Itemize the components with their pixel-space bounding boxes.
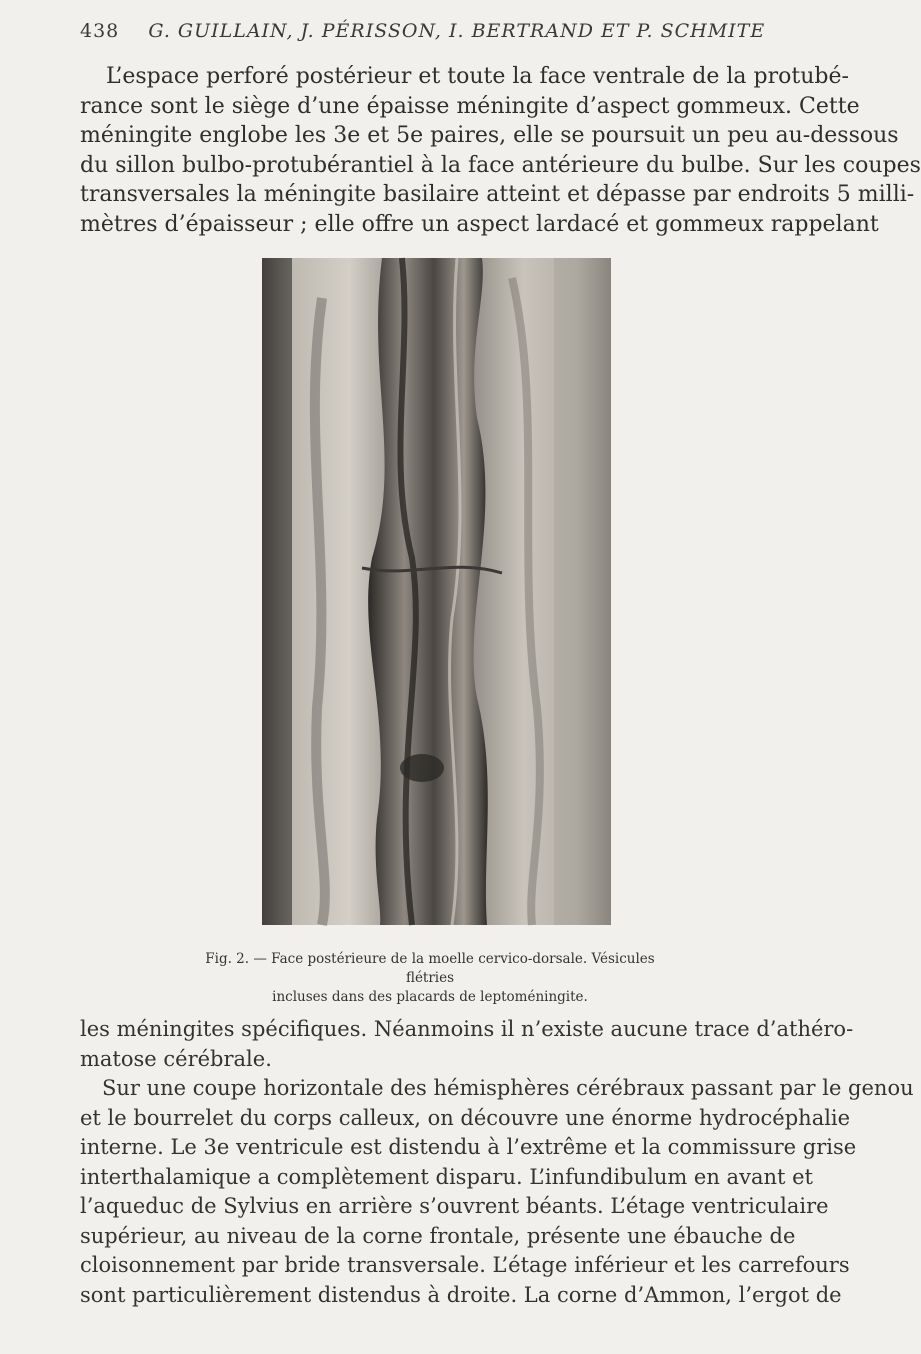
lower-paragraphs <box>80 1015 914 1310</box>
photo-illustration <box>262 258 611 925</box>
running-title: G. GUILLAIN, J. PÉRISSON, I. BERTRAND ET P. SCHMITE <box>148 20 766 42</box>
spinal-cord-photograph <box>262 258 611 925</box>
text-line: L’espace perforé postérieur et toute la face ventrale de la protubé- <box>106 64 849 89</box>
text-line: rance sont le siège d’une épaisse méningite d’aspect gommeux. Cette <box>80 93 860 119</box>
text-line: les méningites spécifiques. Néanmoins il n’existe aucune trace d’athéro- <box>80 1017 854 1041</box>
top-paragraph <box>80 62 921 239</box>
text-line: supérieur, au niveau de la corne frontale, présente une ébauche de <box>80 1223 796 1248</box>
running-header <box>80 20 766 42</box>
text-line: Sur une coupe horizontale des hémisphères cérébraux passant par le genou <box>102 1076 914 1100</box>
caption-line: incluses dans des placards de leptoméningite. <box>272 989 588 1005</box>
text-line: sont particulièrement distendus à droite. La corne d’Ammon, l’ergot de <box>80 1282 842 1307</box>
text-line: du sillon bulbo-protubérantiel à la face antérieure du bulbe. Sur les coupes <box>80 152 921 178</box>
text-line: mètres d’épaisseur ; elle offre un aspect lardacé et gommeux rappelant <box>80 211 879 237</box>
text-line: méningite englobe les 3e et 5e paires, elle se poursuit un peu au-dessous <box>80 123 899 148</box>
text-line: l’aqueduc de Sylvius en arrière s’ouvrent béants. L’étage ventriculaire <box>80 1194 829 1218</box>
figure-caption <box>180 950 680 1007</box>
text-line: interthalamique a complètement disparu. L’infundibulum en avant et <box>80 1164 813 1189</box>
caption-line: Fig. 2. — Face postérieure de la moelle cervico-dorsale. Vésicules flétries <box>205 951 655 986</box>
text-line: matose cérébrale. <box>80 1046 272 1071</box>
text-line: cloisonnement par bride transversale. L’étage inférieur et les carrefours <box>80 1253 850 1277</box>
page-number: 438 <box>80 20 120 42</box>
text-line: et le bourrelet du corps calleux, on découvre une énorme hydrocéphalie <box>80 1105 851 1130</box>
text-line: interne. Le 3e ventricule est distendu à l’extrême et la commissure grise <box>80 1135 857 1159</box>
text-line: transversales la méningite basilaire atteint et dépasse par endroits 5 milli- <box>80 182 915 207</box>
